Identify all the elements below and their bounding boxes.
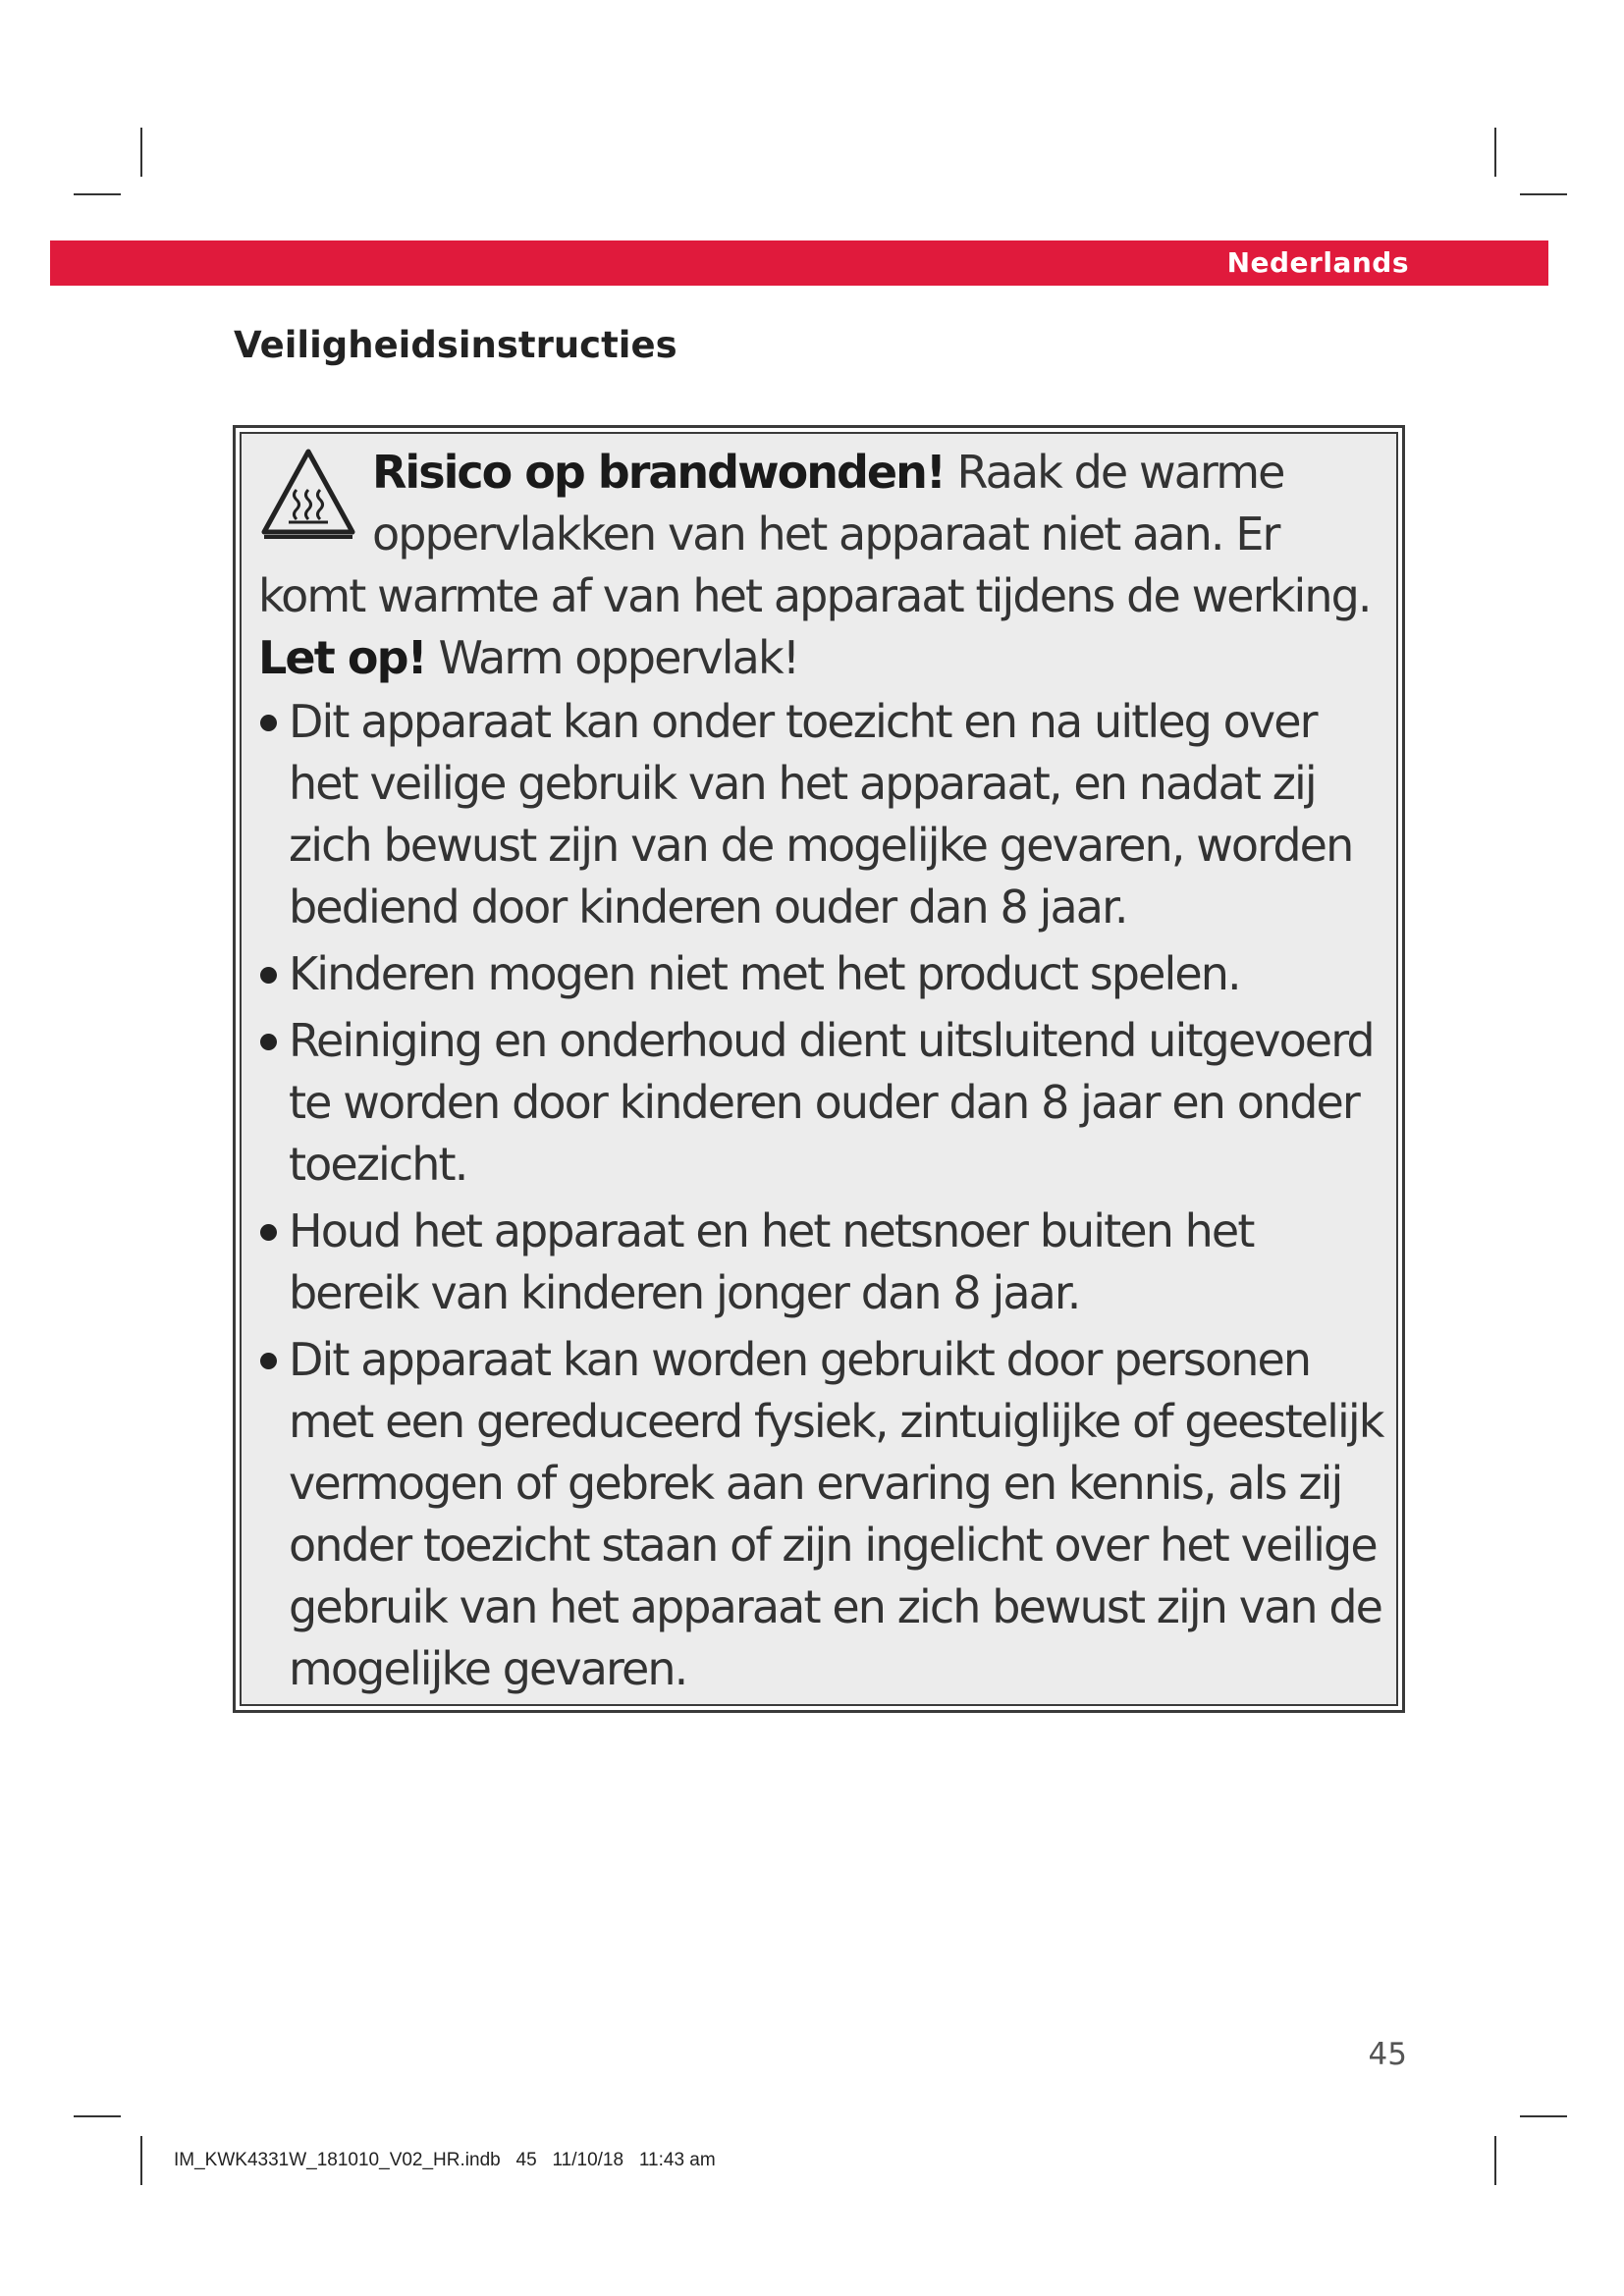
crop-mark-top-left-vertical	[140, 128, 142, 177]
language-header-bar	[50, 240, 1548, 286]
burn-risk-paragraph	[258, 442, 1388, 627]
list-item-text: Dit apparaat kan worden gebruikt door personen met een gereduceerd fysiek, zintuiglijke of geestelijk vermogen of gebrek aan ervaring en kennis, als zij onder toezicht staan of zijn ingelicht over het veilige gebruik van het apparaat en zich bewust zijn van de mogelijke gevaren.	[289, 1333, 1383, 1695]
list-item-text: Houd het apparaat en het netsnoer buiten het bereik van kinderen jonger dan 8 jaar.	[289, 1204, 1254, 1319]
language-label: Nederlands	[1226, 246, 1409, 279]
list-item	[258, 1010, 1388, 1196]
caution-text: Warm oppervlak!	[425, 631, 799, 684]
list-item	[258, 943, 1388, 1005]
bullet-icon	[260, 1353, 277, 1369]
print-slug: IM_KWK4331W_181010_V02_HR.indb 45 11/10/18 11:43 am	[174, 2150, 716, 2170]
list-item	[258, 691, 1388, 938]
crop-mark-bottom-right-vertical	[1494, 2136, 1496, 2185]
crop-mark-top-left-horizontal	[74, 193, 121, 195]
crop-mark-bottom-left-horizontal	[74, 2115, 121, 2117]
bullet-icon	[260, 967, 277, 984]
section-title: Veiligheidsinstructies	[234, 324, 677, 366]
caution-paragraph	[258, 627, 1388, 689]
bullet-icon	[260, 715, 277, 731]
caution-label: Let op!	[258, 631, 426, 684]
crop-mark-bottom-left-vertical	[140, 2136, 142, 2185]
list-item-text: Kinderen mogen niet met het product spelen.	[289, 947, 1240, 1000]
crop-mark-bottom-right-horizontal	[1520, 2115, 1567, 2117]
crop-mark-top-right-horizontal	[1520, 193, 1567, 195]
list-item-text: Reiniging en onderhoud dient uitsluitend uitgevoerd te worden door kinderen ouder dan 8 jaar en onder toezicht.	[289, 1014, 1374, 1191]
safety-warning-box	[233, 425, 1405, 1713]
list-item-text: Dit apparaat kan onder toezicht en na uitleg over het veilige gebruik van het apparaat, en nadat zij zich bewust zijn van de mogelijke gevaren, worden bediend door kinderen ouder dan 8 jaar.	[289, 695, 1353, 934]
burn-risk-text: Raak de warme oppervlakken van het apparaat niet aan. Er komt warmte af van het apparaat tijdens de werking.	[258, 446, 1371, 622]
safety-warning-content	[240, 432, 1398, 1706]
hot-surface-warning-icon	[258, 446, 358, 544]
bullet-icon	[260, 1034, 277, 1050]
safety-bullet-list	[258, 691, 1388, 1700]
crop-mark-top-right-vertical	[1494, 128, 1496, 177]
burn-risk-title: Risico op brandwonden!	[372, 446, 945, 499]
page-number: 45	[1368, 2037, 1407, 2072]
list-item	[258, 1329, 1388, 1700]
bullet-icon	[260, 1224, 277, 1241]
list-item	[258, 1201, 1388, 1324]
